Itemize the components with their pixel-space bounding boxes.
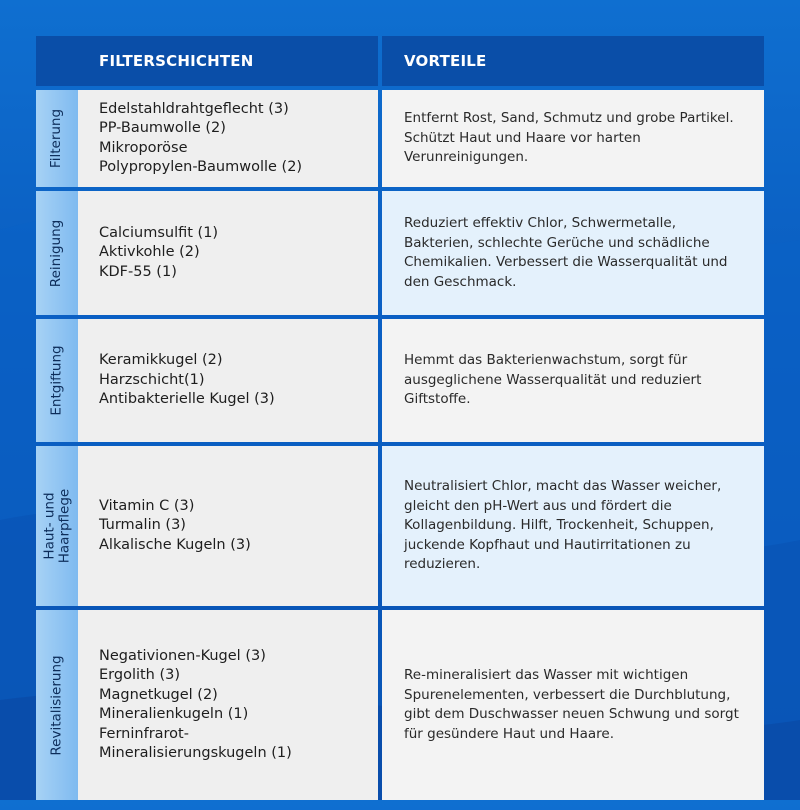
benefit-text: Entfernt Rost, Sand, Schmutz und grobe Partikel. Schützt Haut und Haare vor harten Verunreinigungen. xyxy=(404,110,734,166)
benefit-text: Re-mineralisiert das Wasser mit wichtigen Spurenelementen, verbessert die Durchblutung, gibt dem Duschwasser neuen Schwung und sorgt für gesündere Haut und Haare. xyxy=(404,667,739,742)
row-layers-entgiftung xyxy=(78,319,378,442)
row-layers-revitalisierung xyxy=(78,610,378,800)
layer-item: Keramikkugel (2) xyxy=(99,352,223,369)
layer-item: Negativionen-Kugel (3) xyxy=(99,647,266,664)
benefit-text: Neutralisiert Chlor, macht das Wasser weicher, gleicht den pH-Wert aus und fördert die Kollagenbildung. Hilft, Trockenheit, Schuppen, juckende Kopfhaut und Hautirritationen zu reduzieren. xyxy=(404,478,722,573)
table-row-entgiftung xyxy=(36,319,764,442)
layer-item: Edelstahldrahtgeflecht (3) xyxy=(99,100,289,117)
row-label-reinigung xyxy=(36,191,78,315)
row-label-entgiftung xyxy=(36,319,78,442)
row-benefit-filterung xyxy=(382,90,764,187)
row-label-text: Entgiftung xyxy=(48,345,65,416)
layer-item: Mineralisierungskugeln (1) xyxy=(99,745,292,761)
row-benefit-reinigung xyxy=(382,191,764,315)
header-filter-layers: FILTERSCHICHTEN xyxy=(36,36,378,86)
layer-item: Calciumsulfit (1) xyxy=(99,224,219,241)
benefit-text: Hemmt das Bakterienwachstum, sorgt für ausgeglichene Wasserqualität und reduziert Giftstoffe. xyxy=(404,352,702,408)
layer-item: Turmalin (3) xyxy=(99,517,186,534)
layer-item: Antibakterielle Kugel (3) xyxy=(99,391,275,408)
layer-item: Ergolith (3) xyxy=(99,667,181,683)
table-row-hautpflege xyxy=(36,446,764,606)
table-row-reinigung xyxy=(36,191,764,315)
header-benefits: VORTEILE xyxy=(382,36,764,86)
table-header xyxy=(36,36,764,86)
layer-item: KDF-55 (1) xyxy=(99,263,177,280)
layer-item: Magnetkugel (2) xyxy=(99,686,218,703)
row-layers-filterung xyxy=(78,90,378,187)
layer-item: Polypropylen-Baumwolle (2) xyxy=(99,159,303,175)
row-label-text xyxy=(42,489,72,564)
row-label-hautpflege xyxy=(36,446,78,606)
layer-item: Mikroporöse xyxy=(99,139,188,156)
table-row-filterung xyxy=(36,90,764,187)
row-benefit-hautpflege xyxy=(382,446,764,606)
row-benefit-revitalisierung xyxy=(382,610,764,800)
filter-layers-table xyxy=(36,36,764,810)
layer-item: PP-Baumwolle (2) xyxy=(99,120,226,136)
row-benefit-entgiftung xyxy=(382,319,764,442)
row-label-text: Revitalisierung xyxy=(48,654,65,756)
row-label-text: Reinigung xyxy=(48,219,65,287)
layer-item: Ferninfrarot- xyxy=(99,725,189,742)
table-row-revitalisierung xyxy=(36,610,764,800)
benefit-text: Reduziert effektiv Chlor, Schwermetalle, Bakterien, schlechte Gerüche und schädliche Chemikalien. Verbessert die Wasserqualität und den Geschmack. xyxy=(404,215,728,290)
layer-item: Alkalische Kugeln (3) xyxy=(99,536,251,553)
row-layers-reinigung xyxy=(78,191,378,315)
row-label-line2: Haarpflege xyxy=(56,488,73,564)
row-layers-hautpflege xyxy=(78,446,378,606)
layer-item: Aktivkohle (2) xyxy=(99,244,200,261)
row-label-revitalisierung xyxy=(36,610,78,800)
layer-item: Vitamin C (3) xyxy=(99,497,195,514)
layer-item: Harzschicht(1) xyxy=(99,371,205,388)
row-label-line1: Haut- und xyxy=(41,492,58,560)
layer-item: Mineralienkugeln (1) xyxy=(99,706,249,722)
row-label-text: Filterung xyxy=(48,108,65,169)
row-label-filterung xyxy=(36,90,78,187)
